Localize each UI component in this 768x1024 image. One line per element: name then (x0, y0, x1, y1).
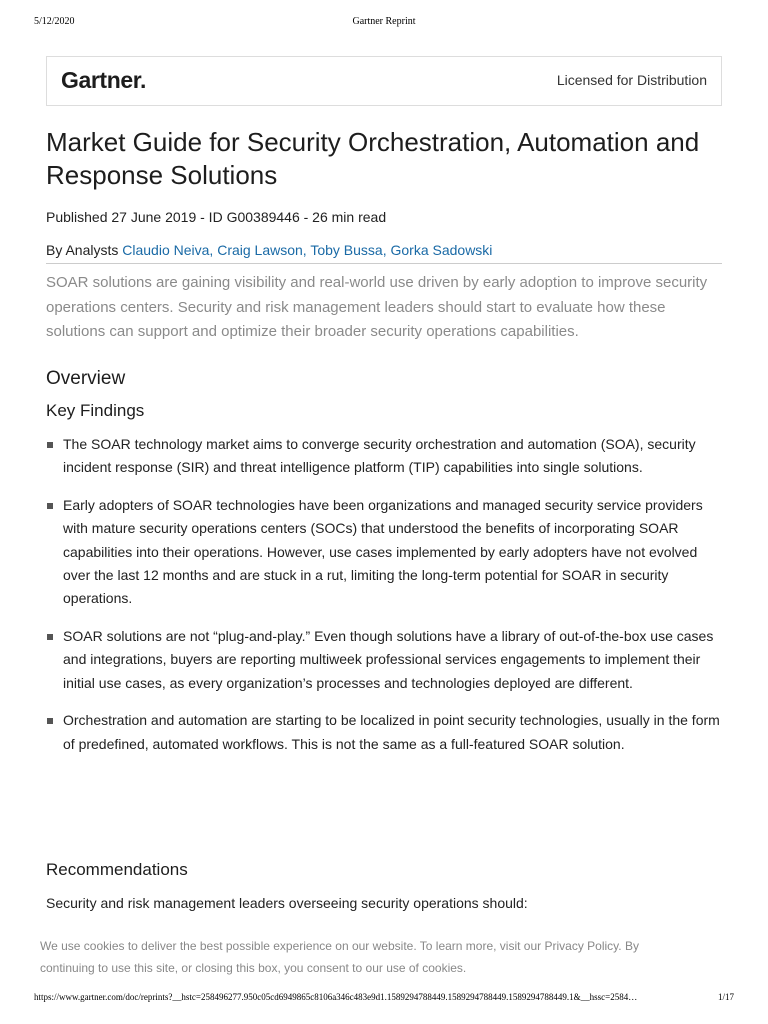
print-title: Gartner Reprint (352, 16, 416, 27)
print-header (34, 16, 734, 30)
finding-text: Early adopters of SOAR technologies have been organizations and managed security service providers with mature security operations centers (SOCs) that understood the benefits of incorporating SOAR capabilities into their operations. However, use cases implemented by early adopters have not evolved over the last 12 months and are stuck in a rut, limiting the long-term potential for SOAR in security operations. (63, 497, 703, 607)
cookie-banner[interactable] (0, 928, 768, 984)
finding-text: The SOAR technology market aims to converge security orchestration and automation (SOA), security incident response (SIR) and threat intelligence platform (TIP) capabilities into single solutions. (63, 436, 696, 476)
brand-bar (46, 56, 722, 106)
recommendations-intro: Security and risk management leaders overseeing security operations should: (46, 895, 528, 911)
list-item (46, 494, 726, 610)
print-footer (34, 992, 734, 1006)
finding-text: SOAR solutions are not “plug-and-play.” Even though solutions have a library of out-of-the-box use cases and integrations, buyers are reporting multiweek professional services engagements to implement their initial use cases, as every organization’s processes and technologies deployed are different. (63, 628, 714, 691)
publication-meta: Published 27 June 2019 - ID G00389446 - 26 min read (46, 209, 387, 225)
list-item (46, 625, 726, 695)
key-findings-heading: Key Findings (46, 401, 145, 420)
byline-label: By Analysts (46, 242, 123, 258)
list-item (46, 433, 726, 480)
print-url: https://www.gartner.com/doc/reprints?__hstc=258496277.950c05cd6949865c8106a346c483e9d1.1589294788449.1589294788449.1589294788449.1&__hssc=2584… (34, 992, 638, 1002)
article-title: Market Guide for Security Orchestration, Automation and Response Solutions (46, 127, 700, 190)
article-summary: SOAR solutions are gaining visibility and real-world use driven by early adoption to improve security operations centers. Security and risk management leaders should start to evaluate how these solutions can support and optimize their broader security operations capabilities. (46, 274, 708, 340)
print-date: 5/12/2020 (34, 16, 75, 27)
recommendations-heading: Recommendations (46, 860, 188, 879)
list-item (46, 709, 726, 756)
bullet-square-icon (47, 718, 53, 724)
gartner-logo[interactable]: Gartner. (61, 67, 147, 93)
byline (46, 242, 722, 264)
page-number: 1/17 (717, 992, 734, 1002)
license-label: Licensed for Distribution (556, 72, 707, 88)
key-findings-list (46, 433, 726, 771)
cookie-notice-text: We use cookies to deliver the best possible experience on our website. To learn more, visit our Privacy Policy. By continuing to use this site, or closing this box, you consent to our use of cookies. (40, 939, 639, 975)
bullet-square-icon (47, 503, 53, 509)
finding-text: Orchestration and automation are starting to be localized in point security technologies, usually in the form of predefined, automated workflows. This is not the same as a full-featured SOAR solution. (63, 712, 720, 752)
bullet-square-icon (47, 442, 53, 448)
author-links[interactable]: Claudio Neiva, Craig Lawson, Toby Bussa, Gorka Sadowski (122, 242, 493, 258)
overview-heading: Overview (46, 368, 126, 389)
bullet-square-icon (47, 634, 53, 640)
